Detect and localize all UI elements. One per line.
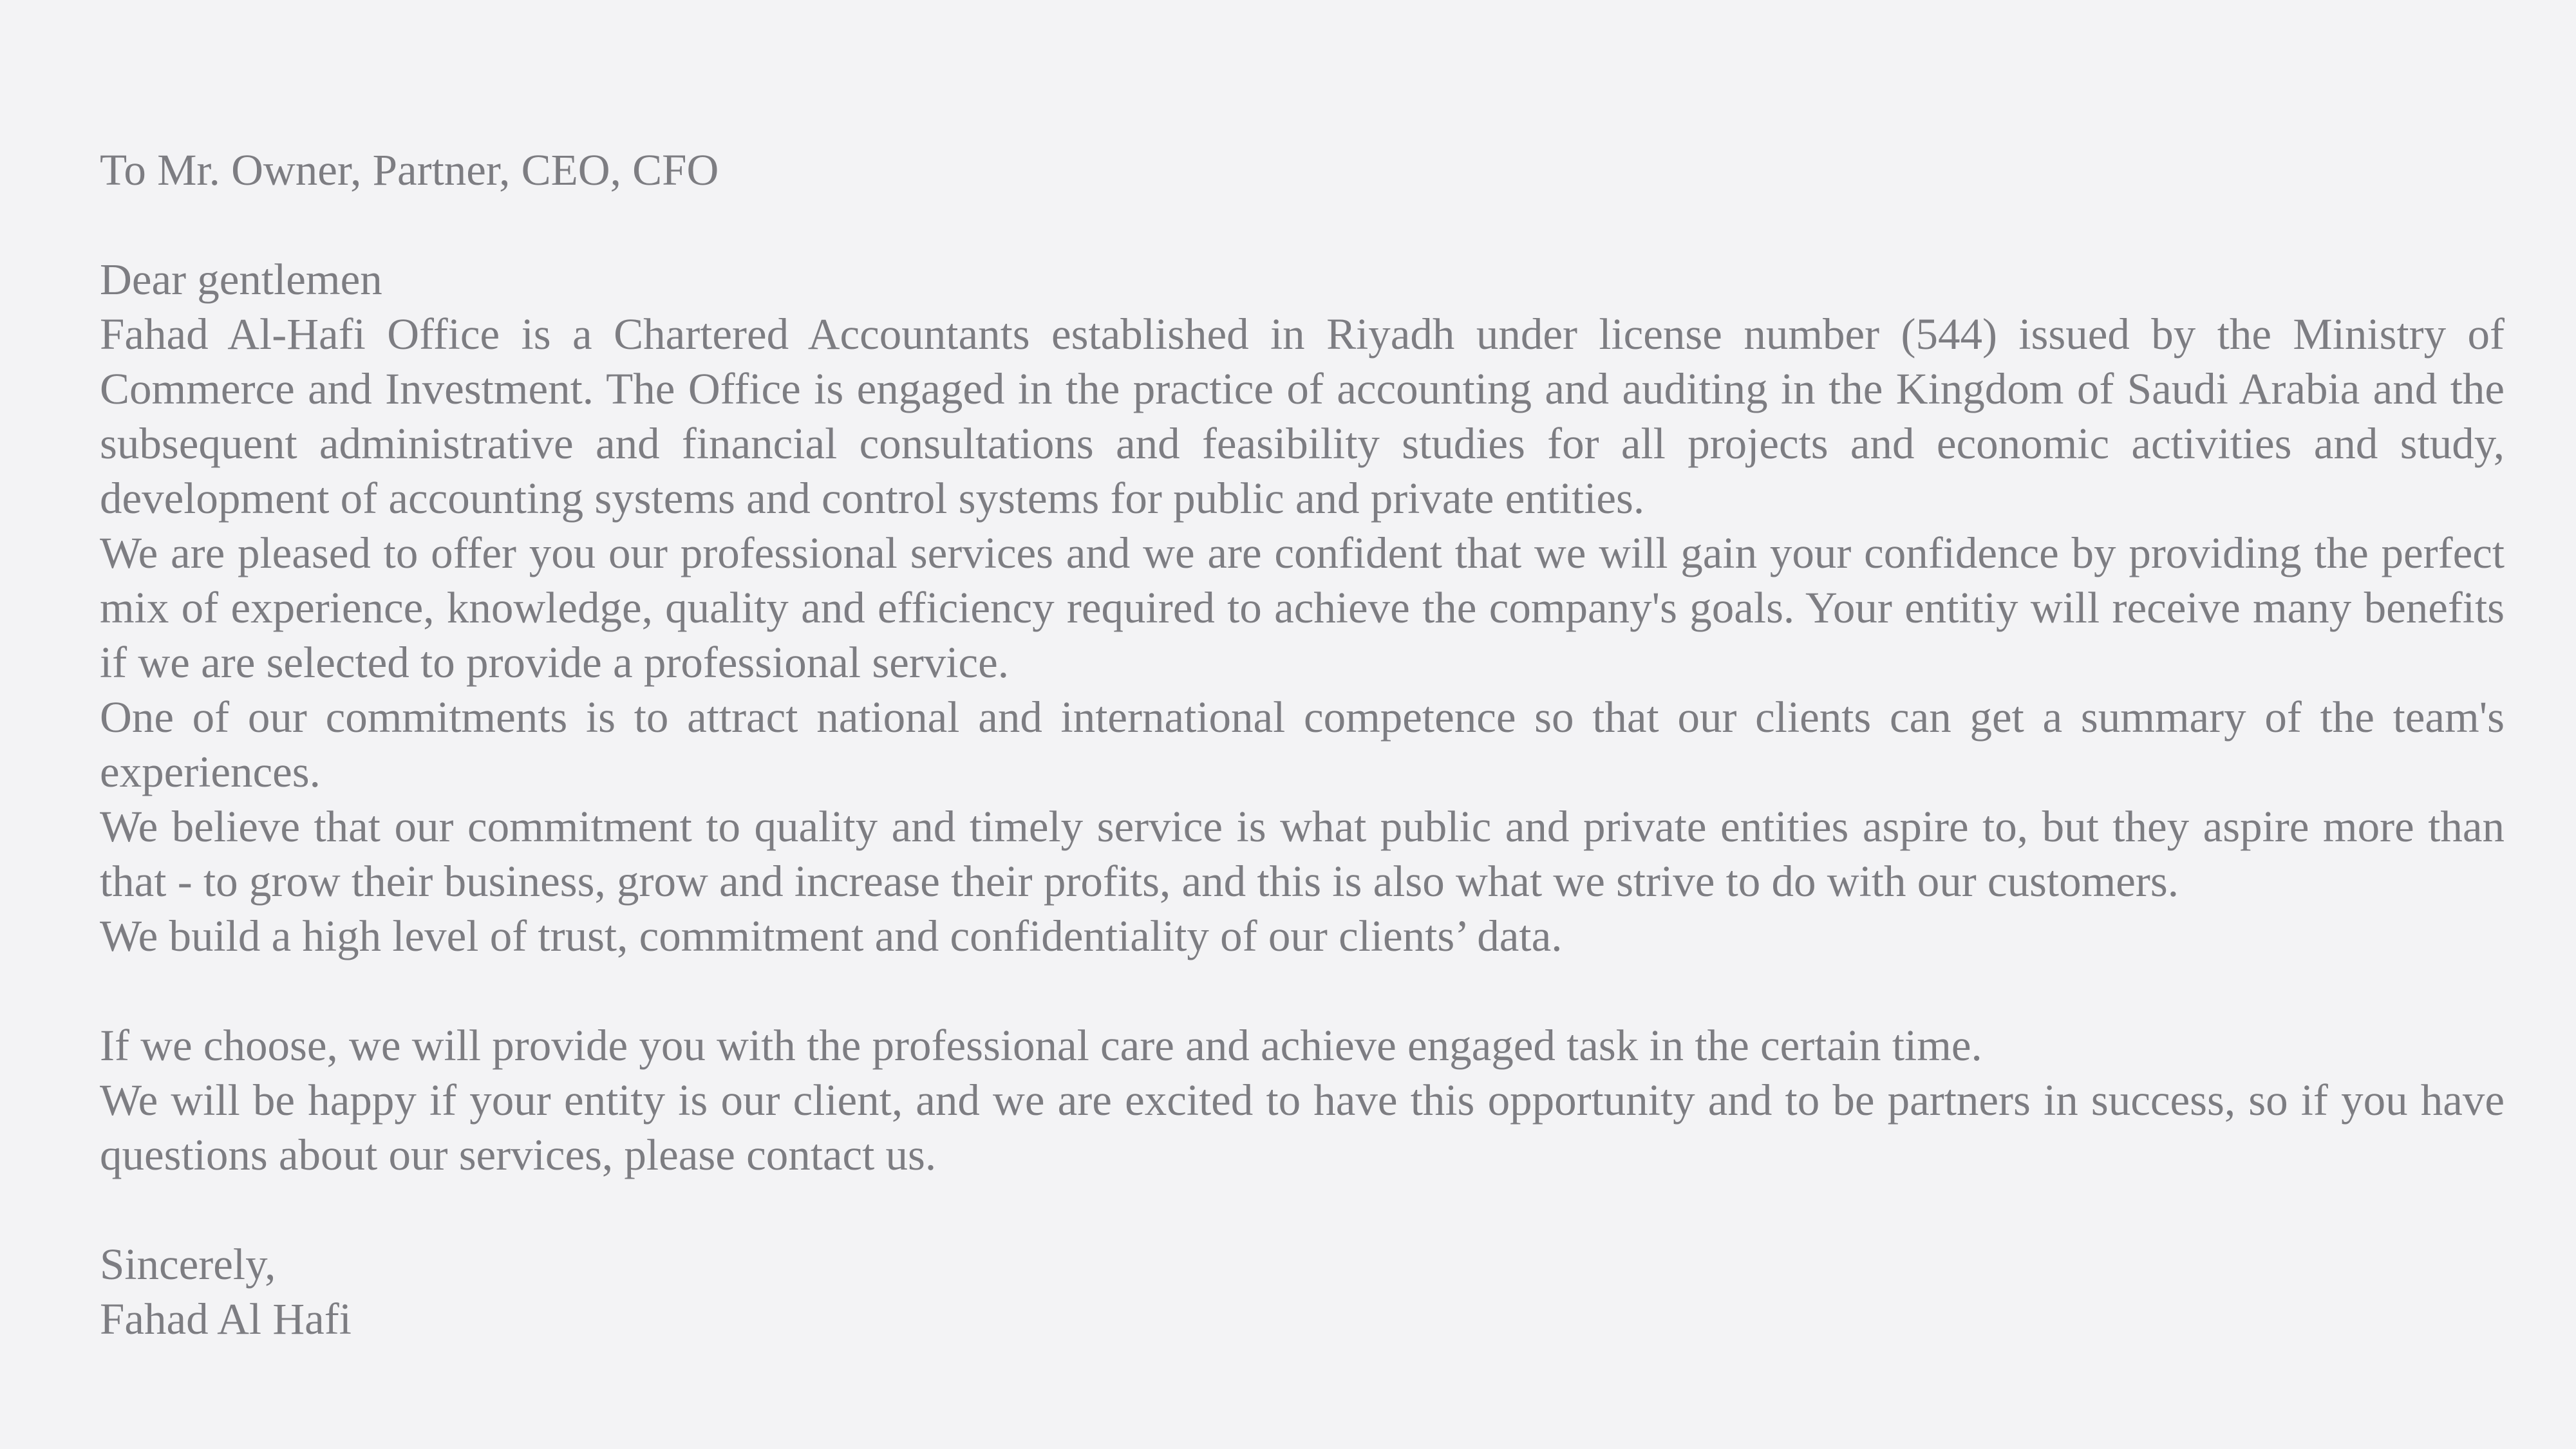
paragraph-trust: We build a high level of trust, commitment and confidentiality of our clients’ data. bbox=[100, 911, 1563, 960]
paragraph-services-offer: We are pleased to offer you our professional services and we are confident that we will gain your confidence by providing the perfect mix of experience, knowledge, quality and efficiency required to achieve the company's goals. Your entitiy will receive many benefits if we are selected to provide a professional service. bbox=[100, 528, 2505, 687]
letter-recipient: To Mr. Owner, Partner, CEO, CFO bbox=[100, 145, 719, 194]
paragraph-commitments: One of our commitments is to attract national and international competence so that our clients can get a summary of the team's experiences. bbox=[100, 693, 2505, 796]
paragraph-care: If we choose, we will provide you with the professional care and achieve engaged task in the certain time. bbox=[100, 1021, 1982, 1070]
spacer bbox=[100, 198, 2505, 252]
spacer bbox=[100, 964, 2505, 1018]
paragraph-office-intro: Fahad Al-Hafi Office is a Chartered Accountants established in Riyadh under license number (544) issued by the Ministry of Commerce and Investment. The Office is engaged in the practice of accounting and auditing in the Kingdom of Saudi Arabia and the subsequent administrative and financial consultations and feasibility studies for all projects and economic activities and study, development of accounting systems and control systems for public and private entities. bbox=[100, 310, 2505, 523]
spacer bbox=[100, 1183, 2505, 1237]
paragraph-quality: We believe that our commitment to quality and timely service is what public and private entities aspire to, but they aspire more than that - to grow their business, grow and increase their profits, and this is also what we strive to do with our customers. bbox=[100, 802, 2505, 906]
letter-salutation: Dear gentlemen bbox=[100, 255, 382, 304]
letter-sign-off: Sincerely, bbox=[100, 1240, 276, 1289]
letter-body bbox=[100, 143, 2505, 1347]
letter-signature-name: Fahad Al Hafi bbox=[100, 1295, 352, 1343]
paragraph-contact: We will be happy if your entity is our client, and we are excited to have this opportunity and to be partners in success, so if you have questions about our services, please contact us. bbox=[100, 1076, 2505, 1179]
